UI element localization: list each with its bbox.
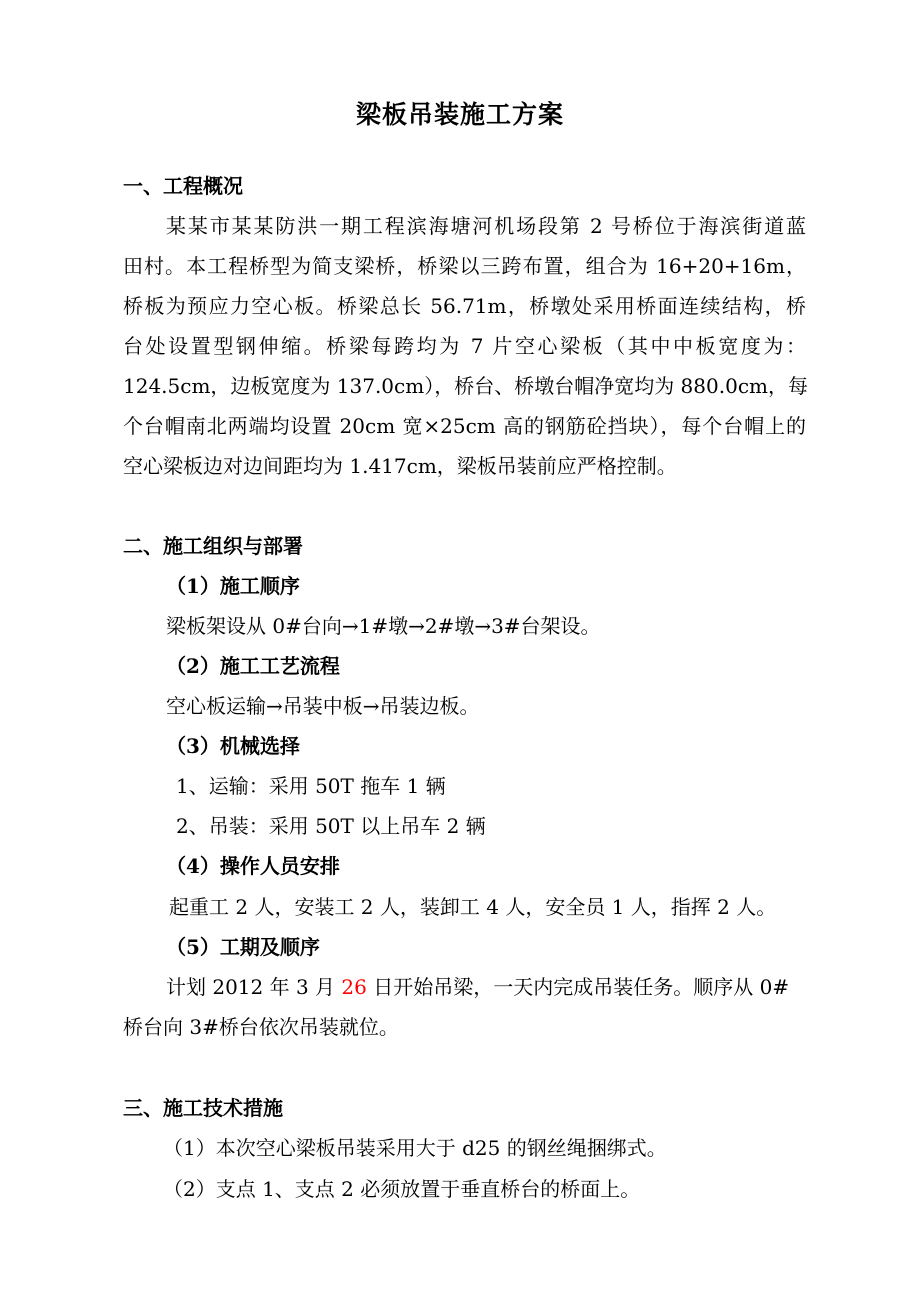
subsection-text: 梁板架设从 0#台向→1#墩→2#墩→3#台架设。 [166, 614, 601, 638]
schedule-text-end: 日开始吊梁，一天内完成吊装任务。顺序从 0# [366, 975, 790, 999]
section-3-heading: 三、施工技术措施 [123, 1096, 283, 1120]
section-1-line: 某某市某某防洪一期工程滨海塘河机场段第 2 号桥位于海滨街道蓝 [166, 214, 806, 238]
section-1-line: 个台帽南北两端均设置 20cm 宽×25cm 高的钢筋砼挡块），每个台帽上的 [123, 414, 806, 438]
list-item: （1）本次空心梁板吊装采用大于 d25 的钢丝绳捆绑式。 [163, 1136, 667, 1160]
section-2-heading: 二、施工组织与部署 [123, 534, 303, 558]
section-1-line: 桥板为预应力空心板。桥梁总长 56.71m，桥墩处采用桥面连续结构，桥 [123, 294, 806, 318]
list-item: 1、运输：采用 50T 拖车 1 辆 [176, 774, 446, 798]
subsection-title: （2）施工工艺流程 [166, 654, 340, 678]
subsection-text [166, 974, 789, 1000]
subsection-title: （3）机械选择 [166, 734, 300, 758]
list-item: 2、吊装：采用 50T 以上吊车 2 辆 [176, 814, 486, 838]
subsection-text: 起重工 2 人，安装工 2 人，装卸工 4 人，安全员 1 人，指挥 2 人。 [169, 895, 777, 919]
schedule-day-highlight: 26 [341, 975, 367, 999]
section-1-line: 台处设置型钢伸缩。桥梁每跨均为 7 片空心梁板（其中中板宽度为： [123, 334, 806, 358]
subsection-title: （4）操作人员安排 [166, 854, 340, 878]
schedule-text-start: 计划 2012 年 3 月 [166, 975, 342, 999]
document-title: 梁板吊装施工方案 [355, 100, 564, 129]
section-1-heading: 一、工程概况 [123, 174, 243, 198]
section-1-line: 空心梁板边对边间距均为 1.417cm，梁板吊装前应严格控制。 [123, 454, 677, 478]
section-1-line: 124.5cm，边板宽度为 137.0cm），桥台、桥墩台帽净宽均为 880.0cm，每 [123, 374, 808, 398]
subsection-title: （1）施工顺序 [166, 574, 300, 598]
subsection-text: 空心板运输→吊装中板→吊装边板。 [166, 694, 480, 718]
subsection-title: （5）工期及顺序 [166, 935, 320, 959]
subsection-text: 桥台向 3#桥台依次吊装就位。 [123, 1015, 399, 1039]
section-1-line: 田村。本工程桥型为简支梁桥，桥梁以三跨布置，组合为 16+20+16m， [123, 254, 806, 278]
list-item: （2）支点 1、支点 2 必须放置于垂直桥台的桥面上。 [163, 1177, 641, 1201]
